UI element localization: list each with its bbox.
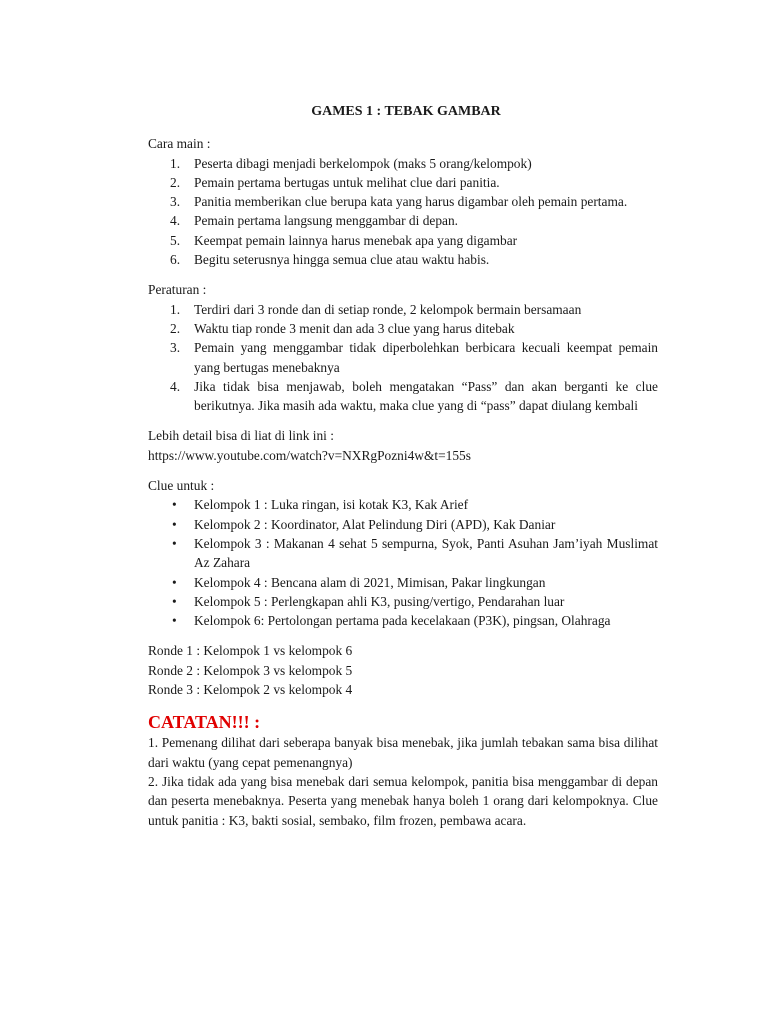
list-item-text: Begitu seterusnya hingga semua clue atau waktu habis.	[194, 252, 490, 268]
catatan-paragraph: 1. Pemenang dilihat dari seberapa banyak bisa menebak, jika jumlah tebakan sama bisa dilihat dari waktu (yang cepat pemenangnya)	[148, 735, 658, 770]
list-item-text: Kelompok 6: Pertolongan pertama pada kecelakaan (P3K), pingsan, Olahraga	[194, 613, 611, 629]
list-number: 2.	[170, 174, 181, 190]
list-number: 1.	[170, 155, 181, 171]
list-item-text: Panitia memberikan clue berupa kata yang harus digambar oleh pemain pertama.	[194, 194, 628, 210]
list-item	[148, 377, 658, 416]
list-item	[148, 495, 658, 514]
list-item	[148, 573, 658, 592]
list-item	[148, 192, 658, 211]
cara-main-label: Cara main :	[148, 136, 211, 152]
list-number: 4.	[170, 213, 181, 229]
list-item-text: Keempat pemain lainnya harus menebak apa yang digambar	[194, 232, 518, 248]
peraturan-label: Peraturan :	[148, 282, 207, 298]
bullet-icon: •	[172, 613, 177, 629]
list-item-text: Kelompok 4 : Bencana alam di 2021, Mimisan, Pakar lingkungan	[194, 574, 546, 590]
list-item	[148, 338, 658, 377]
list-item-text: Kelompok 1 : Luka ringan, isi kotak K3, Kak Arief	[194, 497, 469, 513]
list-item-text: Waktu tiap ronde 3 menit dan ada 3 clue yang harus ditebak	[194, 320, 515, 336]
list-number: 3.	[170, 340, 181, 356]
list-number: 5.	[170, 232, 181, 248]
document-page	[148, 102, 658, 830]
list-item-text: Kelompok 5 : Perlengkapan ahli K3, pusing/vertigo, Pendarahan luar	[194, 593, 565, 609]
peraturan-section	[148, 280, 658, 415]
list-item-text: Terdiri dari 3 ronde dan di setiap ronde, 2 kelompok bermain bersamaan	[194, 301, 582, 317]
cara-main-section	[148, 134, 658, 269]
catatan-section	[148, 711, 658, 829]
list-number: 1.	[170, 301, 181, 317]
list-number: 4.	[170, 378, 181, 394]
bullet-icon: •	[172, 535, 177, 551]
list-item	[148, 154, 658, 173]
ronde-line: Ronde 2 : Kelompok 3 vs kelompok 5	[148, 662, 353, 678]
list-item-text: Pemain pertama langsung menggambar di depan.	[194, 213, 459, 229]
bullet-icon: •	[172, 574, 177, 590]
ronde-line: Ronde 3 : Kelompok 2 vs kelompok 4	[148, 682, 353, 698]
list-item	[148, 611, 658, 630]
ronde-section	[148, 641, 658, 699]
list-number: 3.	[170, 194, 181, 210]
list-item	[148, 515, 658, 534]
clue-label: Clue untuk :	[148, 478, 215, 494]
ronde-line: Ronde 1 : Kelompok 1 vs kelompok 6	[148, 643, 353, 659]
list-item	[148, 592, 658, 611]
bullet-icon: •	[172, 497, 177, 513]
list-item	[148, 173, 658, 192]
list-item-text: Jika tidak bisa menjawab, boleh mengatakan “Pass” dan akan berganti ke clue berikutnya. Jika masih ada waktu, maka clue yang di “pass” dapat diulang kembali	[194, 378, 658, 414]
link-section	[148, 426, 658, 465]
list-item-text: Peserta dibagi menjadi berkelompok (maks 5 orang/kelompok)	[194, 155, 532, 171]
clue-list	[148, 495, 658, 630]
list-item	[148, 231, 658, 250]
list-item	[148, 250, 658, 269]
list-item-text: Pemain yang menggambar tidak diperbolehkan berbicara kecuali keempat pemain yang bertugas menebaknya	[194, 340, 658, 375]
list-number: 2.	[170, 320, 181, 336]
link-label: Lebih detail bisa di liat di link ini :	[148, 428, 334, 444]
list-item	[148, 534, 658, 573]
catatan-title: CATATAN!!! :	[148, 712, 261, 733]
list-number: 6.	[170, 252, 181, 268]
bullet-icon: •	[172, 593, 177, 609]
bullet-icon: •	[172, 516, 177, 532]
list-item-text: Kelompok 3 : Makanan 4 sehat 5 sempurna, Syok, Panti Asuhan Jam’iyah Muslimat Az Zahara	[194, 535, 658, 571]
clue-section	[148, 476, 658, 630]
list-item	[148, 319, 658, 338]
catatan-paragraph: 2. Jika tidak ada yang bisa menebak dari semua kelompok, panitia bisa menggambar di depan dan peserta menebaknya. Peserta yang menebak hanya boleh 1 orang dari kelompoknya. Clue untuk panitia : K3, bakti sosial, sembako, film frozen, pembawa acara.	[148, 773, 658, 828]
cara-main-list	[148, 154, 658, 270]
list-item-text: Pemain pertama bertugas untuk melihat clue dari panitia.	[194, 174, 500, 190]
page-title: GAMES 1 : TEBAK GAMBAR	[311, 104, 501, 119]
list-item	[148, 211, 658, 230]
peraturan-list	[148, 300, 658, 416]
youtube-link[interactable]: https://www.youtube.com/watch?v=NXRgPozni4w&t=155s	[148, 447, 471, 463]
list-item-text: Kelompok 2 : Koordinator, Alat Pelindung Diri (APD), Kak Daniar	[194, 516, 556, 532]
list-item	[148, 300, 658, 319]
